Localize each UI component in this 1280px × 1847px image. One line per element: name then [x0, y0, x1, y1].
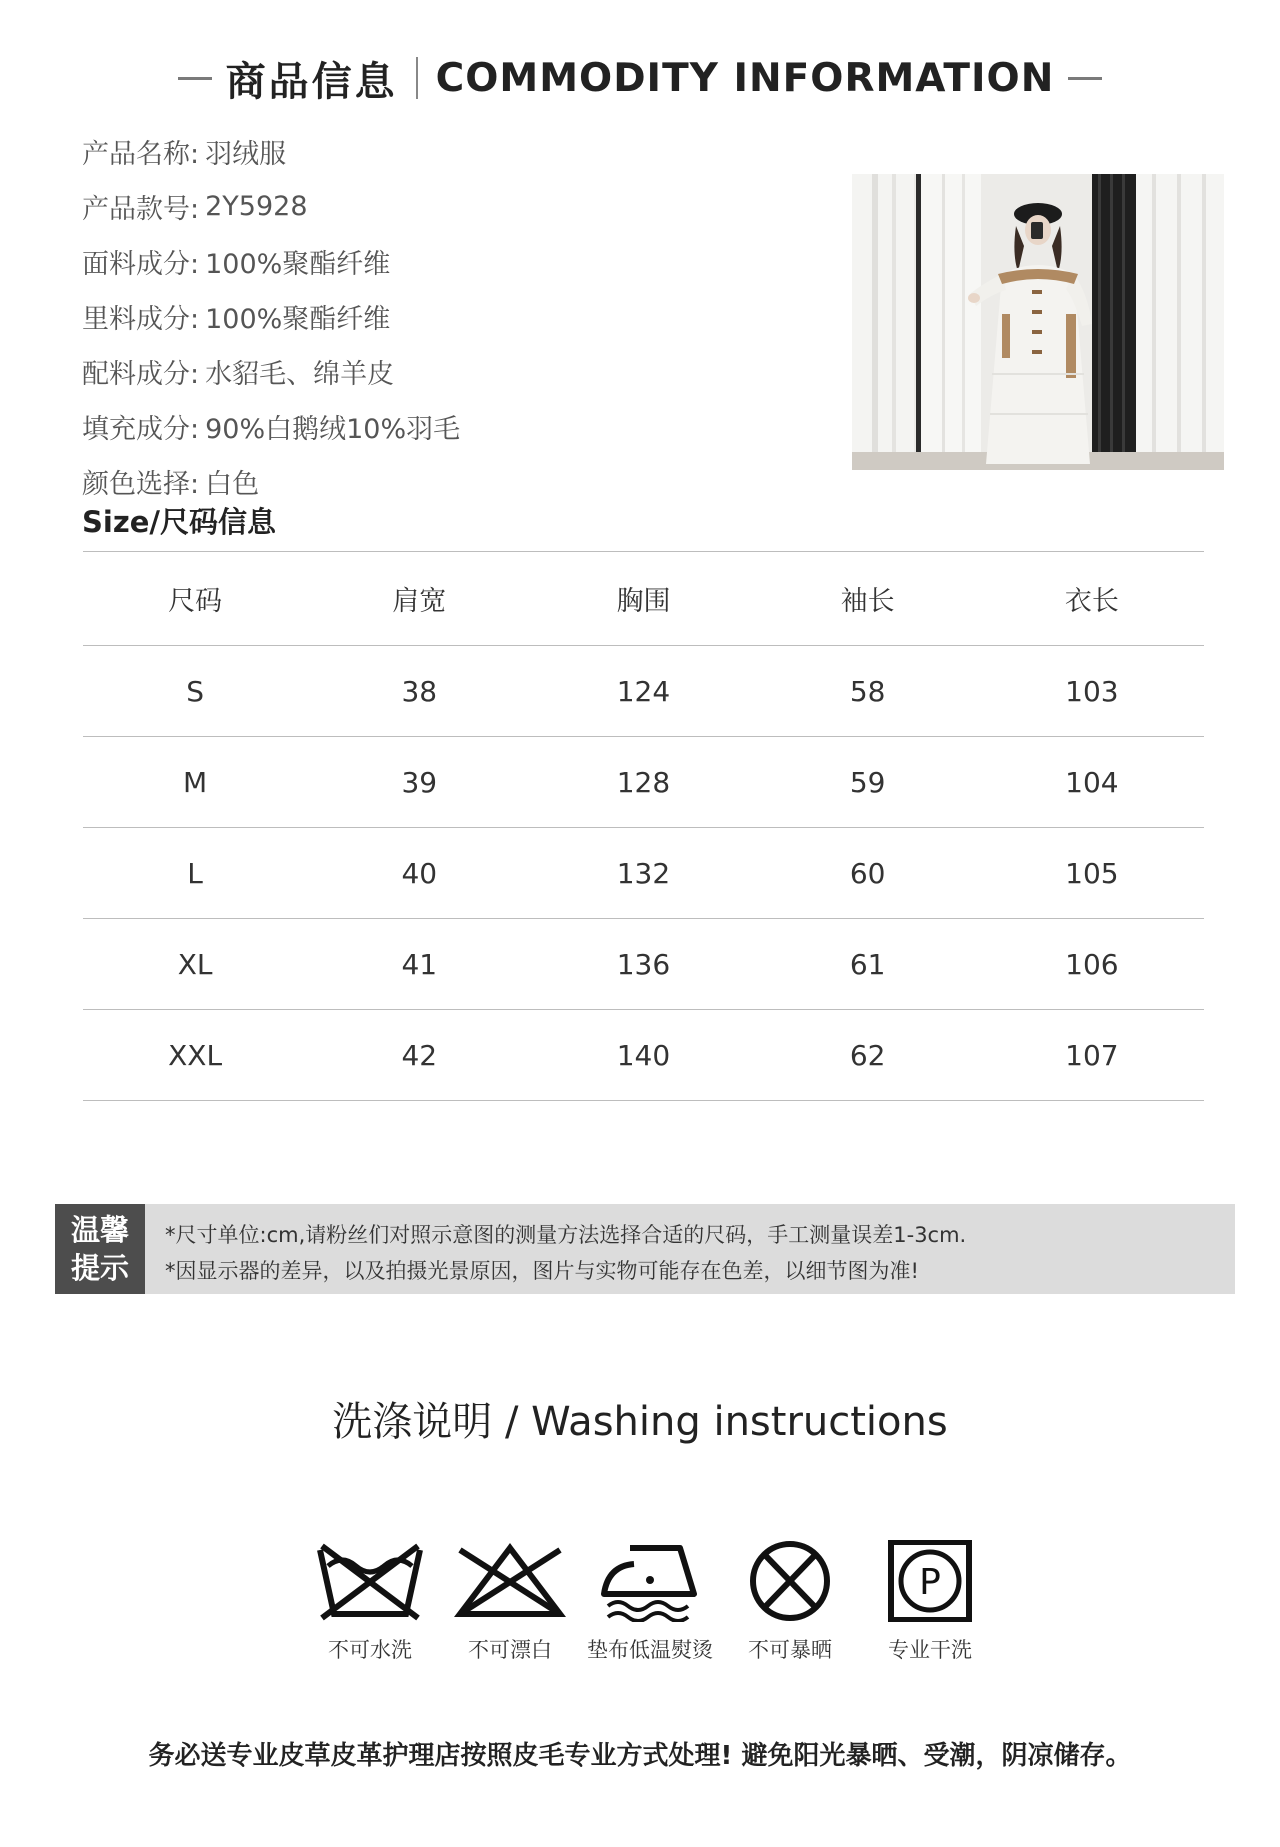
table-cell: 140 [616, 1038, 671, 1072]
tips-badge [55, 1204, 145, 1294]
size-section-heading: Size/尺码信息 [82, 505, 276, 539]
title-english: COMMODITY INFORMATION [435, 55, 1055, 101]
table-cell: 39 [401, 765, 438, 799]
table-cell: 40 [401, 856, 438, 890]
wash-label: 垫布低温熨烫 [587, 1638, 713, 1662]
iron-with-cloth-icon [594, 1540, 706, 1622]
table-cell: S [186, 674, 204, 708]
info-value: 水貂毛、绵羊皮 [205, 359, 395, 390]
tips-badge-line: 温馨 [70, 1213, 129, 1247]
table-cell: 104 [1065, 765, 1119, 799]
column-header: 衣长 [1064, 586, 1119, 617]
washing-title: 洗涤说明 / Washing instructions [332, 1399, 948, 1445]
wash-label: 专业干洗 [888, 1638, 972, 1662]
info-label: 产品款号: [82, 194, 200, 225]
info-value: 100%聚酯纤维 [205, 304, 391, 335]
table-row [83, 737, 1204, 828]
column-header: 尺码 [168, 586, 223, 617]
no-bleach-icon [454, 1540, 566, 1622]
wash-item-iron [580, 1540, 720, 1664]
title-right-dash [1068, 77, 1102, 80]
wash-label: 不可水洗 [328, 1638, 412, 1662]
info-value: 白色 [205, 469, 260, 500]
title-left-dash [178, 77, 212, 80]
table-cell: 103 [1065, 674, 1119, 708]
tip-line: *因显示器的差异，以及拍摄光景原因，图片与实物可能存在色差，以细节图为准! [165, 1259, 919, 1283]
table-cell: XXL [168, 1038, 223, 1072]
info-value: 2Y5928 [205, 191, 308, 222]
tips-box [55, 1204, 1235, 1294]
info-value: 90%白鹅绒10%羽毛 [205, 414, 461, 445]
table-header-row [83, 552, 1204, 646]
care-footer-note: 务必送专业皮草皮革护理店按照皮毛专业方式处理! 避免阳光暴晒、受潮，阴凉储存。 [148, 1741, 1132, 1771]
info-row-fabric [82, 234, 460, 289]
table-cell: 38 [401, 674, 438, 708]
wash-label: 不可暴晒 [748, 1638, 832, 1662]
info-row-style-number [82, 179, 460, 234]
table-cell: 60 [849, 856, 886, 890]
tips-badge-line: 提示 [70, 1251, 129, 1285]
tip-line: *尺寸单位:cm,请粉丝们对照示意图的测量方法选择合适的尺码，手工测量误差1-3cm. [165, 1223, 967, 1247]
column-header: 肩宽 [392, 586, 447, 617]
svg-text:P: P [919, 1562, 941, 1603]
info-label: 颜色选择: [82, 469, 200, 500]
table-cell: 42 [401, 1038, 438, 1072]
table-row [83, 828, 1204, 919]
info-row-trim [82, 344, 460, 399]
table-cell: 58 [849, 674, 886, 708]
info-label: 配料成分: [82, 359, 200, 390]
wash-item-no-wash [300, 1540, 440, 1664]
product-photo [852, 174, 1224, 470]
title-separator [416, 57, 418, 99]
table-cell: XL [177, 947, 213, 981]
wash-item-no-bleach [440, 1540, 580, 1664]
table-row [83, 646, 1204, 737]
table-cell: 124 [616, 674, 671, 708]
table-cell: 59 [849, 765, 886, 799]
table-cell: 41 [401, 947, 438, 981]
table-cell: L [187, 856, 203, 890]
table-cell: 107 [1065, 1038, 1119, 1072]
info-row-lining [82, 289, 460, 344]
info-label: 里料成分: [82, 304, 200, 335]
table-cell: 136 [616, 947, 671, 981]
model-photo-illustration [852, 174, 1224, 470]
table-row [83, 919, 1204, 1010]
table-cell: 128 [616, 765, 671, 799]
info-row-filling [82, 399, 460, 454]
column-header: 袖长 [840, 586, 895, 617]
info-value: 100%聚酯纤维 [205, 249, 391, 280]
table-cell: 105 [1065, 856, 1119, 890]
table-row [83, 1010, 1204, 1101]
professional-dry-clean-icon [874, 1540, 986, 1622]
table-cell: M [183, 765, 208, 799]
info-value: 羽绒服 [205, 139, 287, 170]
table-cell: 132 [616, 856, 671, 890]
wash-item-no-sun [720, 1540, 860, 1664]
page-title [0, 48, 1280, 108]
title-chinese: 商品信息 [225, 58, 398, 105]
wash-item-dry-clean [860, 1540, 1000, 1664]
column-header: 胸围 [616, 586, 671, 617]
product-info-list [82, 124, 460, 509]
info-label: 填充成分: [82, 414, 200, 445]
info-row-name [82, 124, 460, 179]
size-table [83, 551, 1204, 1101]
info-label: 面料成分: [82, 249, 200, 280]
no-wash-icon [314, 1540, 426, 1622]
table-cell: 62 [849, 1038, 886, 1072]
tips-text [165, 1217, 966, 1289]
table-cell: 106 [1065, 947, 1119, 981]
table-cell: 61 [849, 947, 886, 981]
wash-label: 不可漂白 [468, 1638, 552, 1662]
no-sun-dry-icon [734, 1540, 846, 1622]
info-label: 产品名称: [82, 139, 200, 170]
